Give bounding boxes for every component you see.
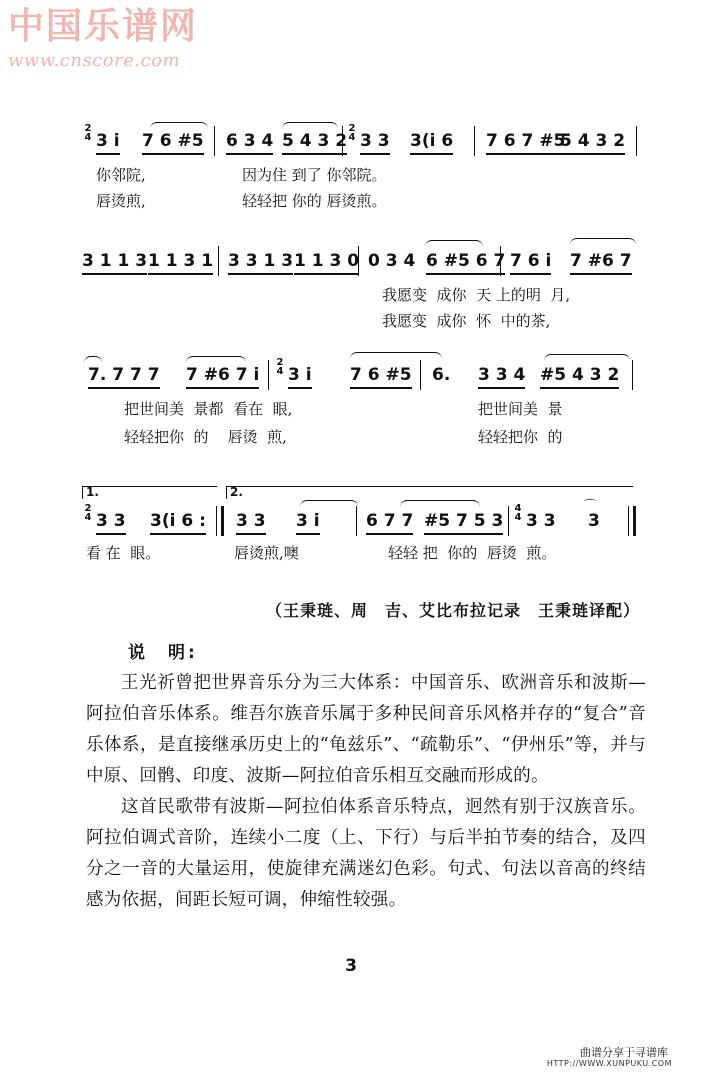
- lyric-line-2: 轻轻把你 的 唇烫 煎, 轻轻把你 的: [124, 428, 563, 446]
- note-group: 7. 7 7 7: [88, 364, 160, 389]
- final-bar-line: [628, 506, 636, 536]
- note-group: 3 3: [96, 510, 126, 535]
- note-group: 5 4 3 2: [282, 130, 347, 155]
- lyric-line-1: 你邻院, 因为住 到了 你邻院。: [96, 166, 387, 184]
- note-group: 6.: [432, 365, 451, 385]
- note-group: 6 #5 6 7: [426, 250, 505, 275]
- slur: [84, 356, 102, 363]
- note-group: 3(i 6 :: [150, 510, 206, 535]
- notation-row: [0, 123, 702, 158]
- note-group: 7 6 i: [510, 250, 551, 275]
- slur: [282, 122, 338, 129]
- lyric-line-2: 唇烫煎, 轻轻把 你的 唇烫煎。: [96, 192, 387, 210]
- slur: [570, 238, 636, 245]
- note-group: 1 1 3 1: [148, 250, 213, 275]
- notation-row: [0, 498, 702, 538]
- note-group: 3 3: [236, 510, 266, 535]
- slur: [544, 354, 630, 361]
- bar-line: [218, 246, 219, 276]
- note-group: 3(i 6: [410, 130, 453, 155]
- slur: [400, 500, 480, 507]
- slur: [350, 352, 442, 359]
- note-group: 3 i: [296, 510, 320, 535]
- slur: [425, 240, 483, 247]
- note-group: 3 3 1 3: [228, 250, 293, 275]
- note-group: #5 7 5 3: [424, 510, 503, 535]
- note-group: 3 1 1 3: [82, 250, 147, 275]
- time-signature: 2 4: [348, 123, 356, 143]
- lyric-line-1: 把世间美 景都 看在 眼, 把世间美 景: [124, 400, 563, 418]
- notes-paragraph-2: 这首民歌带有波斯—阿拉伯体系音乐特点，迥然有别于汉族音乐。阿拉伯调式音阶，连续小二度（上、下行）与后半拍节奏的结合，及四分之一音的大量运用，使旋律充满迷幻色彩。句式、句法以音高的终结感为依据，间距长短可调，伸缩性较强。: [86, 797, 646, 910]
- bar-line: [632, 360, 633, 390]
- bar-line: [474, 126, 475, 156]
- time-signature: 4 4: [514, 503, 522, 523]
- bar-line: [342, 126, 343, 156]
- lyric-line-1: 我愿变 成你 天 上的明 月,: [382, 286, 571, 304]
- site-url: www.cnscore.com: [8, 50, 181, 71]
- transcription-credit: （王秉琏、周 吉、艾比布拉记录 王秉琏译配）: [265, 601, 640, 620]
- note-group: 6 3 4: [226, 130, 273, 155]
- notation-row: [0, 250, 702, 278]
- note-group: 3 3: [360, 130, 390, 155]
- site-logo-text: 中国乐谱网: [8, 5, 199, 47]
- note-group: 3 3 4: [478, 364, 525, 389]
- volta-bracket-2: 2.: [226, 486, 633, 499]
- bar-line: [268, 360, 269, 390]
- bar-line: [508, 506, 509, 536]
- note-group: 7 #6 7 i: [186, 364, 259, 389]
- time-signature: 2 4: [84, 503, 92, 523]
- bar-line: [214, 126, 215, 156]
- fermata-mark: ⌒: [584, 498, 597, 512]
- slur: [186, 356, 246, 363]
- note-group: 7 6 #5: [142, 130, 204, 155]
- bar-line: [420, 360, 421, 390]
- note-group: 3: [588, 511, 600, 531]
- note-group: 5 4 3 2: [560, 130, 625, 155]
- notes-heading: 说 明:: [128, 643, 198, 663]
- note-group: 1 1 3 0: [294, 250, 359, 275]
- note-group: 7 #6 7: [570, 250, 632, 275]
- bar-line: [356, 506, 357, 536]
- slur: [300, 500, 358, 507]
- watermark-source-url: HTTP://WWW.XUNPUKU.COM: [546, 1059, 672, 1068]
- note-group: 3 i: [96, 130, 120, 155]
- lyric-line-1: 看 在 眼。 唇烫煎,噢 轻轻 把 你的 唇烫 煎。: [86, 544, 557, 562]
- note-group: #5 4 3 2: [540, 364, 619, 389]
- note-group: 6 7 7: [366, 510, 413, 535]
- time-signature: 2 4: [276, 357, 284, 377]
- lyric-line-2: 我愿变 成你 怀 中的茶,: [382, 312, 551, 330]
- note-group: 0 3 4: [368, 251, 416, 271]
- slur: [150, 122, 208, 129]
- time-signature: 2 4: [84, 123, 92, 143]
- bar-line: [358, 246, 359, 276]
- note-group: 7 6 #5: [350, 364, 412, 389]
- repeat-bar-line: [216, 506, 224, 536]
- note-group: 3 3: [526, 511, 556, 531]
- volta-bracket-1: 1.: [82, 486, 217, 499]
- watermark-source-text: 曲谱分享于寻谱库: [580, 1046, 668, 1059]
- note-group: 3 i: [288, 364, 312, 389]
- note-group: 7 6 7 #5: [486, 130, 565, 155]
- notation-row: [0, 357, 702, 392]
- bar-line: [636, 126, 637, 156]
- notes-paragraph-1: 王光祈曾把世界音乐分为三大体系：中国音乐、欧洲音乐和波斯—阿拉伯音乐体系。维吾尔族音乐属于多种民间音乐风格并存的“复合”音乐体系，是直接继承历史上的“龟兹乐”、“疏勒乐”、“伊州乐”等，并与中原、回鹘、印度、波斯—阿拉伯音乐相互交融而形成的。: [86, 673, 646, 786]
- bar-line: [500, 246, 501, 276]
- page-number: 3: [345, 956, 357, 976]
